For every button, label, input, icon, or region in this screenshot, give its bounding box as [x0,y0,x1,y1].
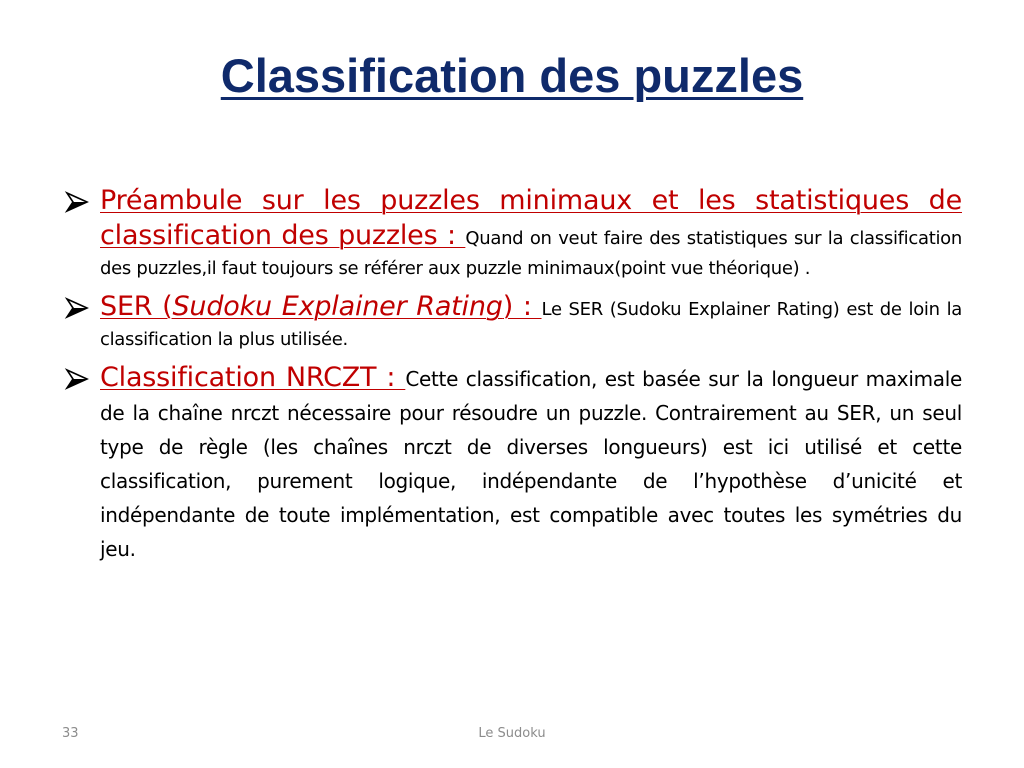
bullet-heading-nrczt: Classification NRCZT : [100,362,406,393]
slide-number: 33 [62,726,79,741]
bullet-text-preambule: Quand on veut faire des statistiques sur la classification des puzzles,il faut toujours se référer aux puzzle minimaux(point vue théorique) . [100,228,962,279]
bullet-heading-preambule: Préambule sur les puzzles minimaux et les statistiques de classification des puzzles : [100,185,962,251]
bullet-text-nrczt: Cette classification, est basée sur la longueur maximale de la chaîne nrczt nécessaire pour résoudre un puzzle. Contrairement au SER, un seul type de règle (les chaînes nrczt de diverses longueurs) est ici utilisé et cette classification, purement logique, indépendante de l’hypothèse d’unicité et indépendante de toute implémentation, est compatible avec toutes les symétries du jeu. [100,367,962,561]
bullet-item-nrczt [62,361,962,567]
slide-title-text: Classification des puzzles [220,49,804,102]
slide-body [62,184,962,573]
bullet-heading-ser-italic: Sudoku Explainer Rating [172,291,503,322]
arrow-bullet-icon [64,367,90,391]
bullet-heading-ser-start: SER ( [100,291,173,322]
slide-title [0,48,1024,104]
bullet-item-preambule [62,184,962,284]
bullet-heading-ser [100,291,542,322]
arrow-bullet-icon [64,296,90,320]
bullet-heading-ser-end: ) : [502,291,542,322]
bullet-text-ser: Le SER (Sudoku Explainer Rating) est de loin la classification la plus utilisée. [100,299,962,350]
arrow-bullet-icon [64,190,90,214]
slide-footer-text: Le Sudoku [478,726,546,741]
bullet-item-ser [62,290,962,355]
